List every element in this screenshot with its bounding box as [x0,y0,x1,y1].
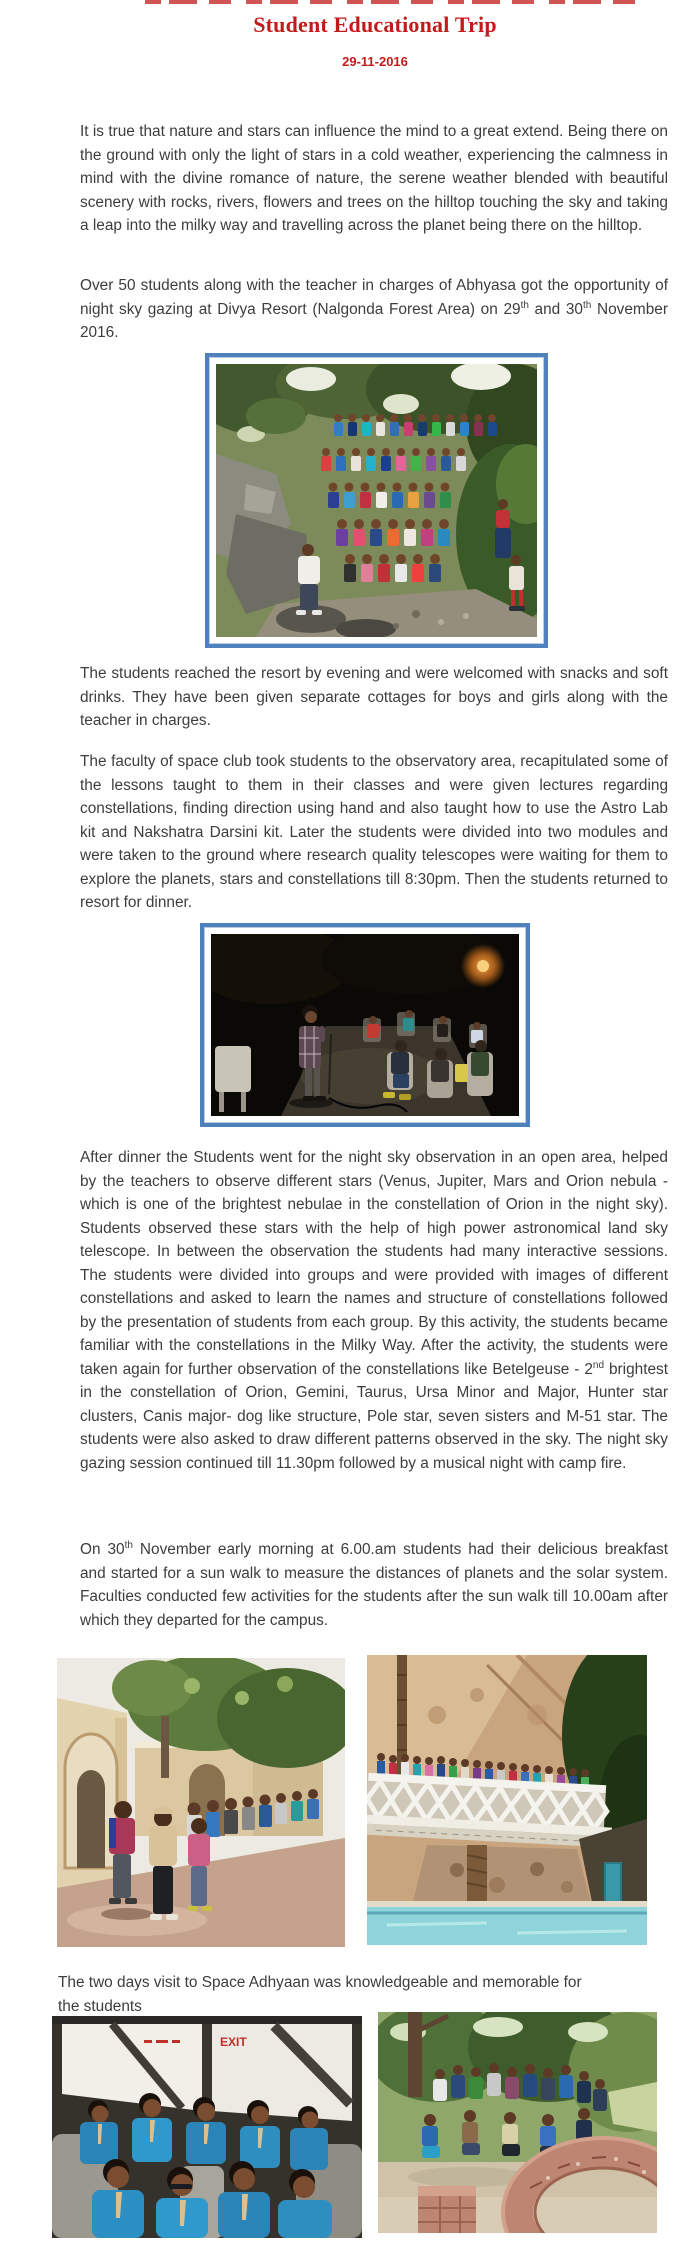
paragraph-night-observation: After dinner the Students went for the night sky observation in an open area, helped by the teachers to observe different stars (Venus, Jupiter, Mars and Orion nebula -which is one of the brightest nebulae in the constellation of Orion in the night sky). Students observed these stars with the help of high power astronomical land sky telescope. In between the observation the students had many interactive sessions. The students were divided into groups and were provided with images of different constellations and asked to learn the names and structure of constellations followed by the presentation of students from each group. By this activity, the students became familiar with the constellations in the Milky Way. After the activity, the students were taken again for further observation of the constellations like Betelgeuse - 2nd brightest in the constellation of Orion, Gemini, Taurus, Ursa Minor and Major, Hunter star clusters, Canis major- dog like structure, Pole star, seven sisters and M-51 star. The students were also asked to draw different patterns observed in the sky. The night sky gazing session continued till 11.30pm followed by a musical night with camp fire. [80,1149,668,1472]
photo-frame-group-on-rocks [205,353,548,648]
ordinal-sup: th [520,299,529,311]
photo-bridge-on-rock [367,1655,647,1945]
photo-queue-outside-cottages [57,1658,345,1947]
bus-exit-sign-text: EXIT [220,2035,247,2049]
ordinal-sup: nd [592,1359,605,1371]
photo-frame-night-lecture [200,923,530,1127]
photo-well-svg [378,2012,657,2233]
photo-queue-svg [57,1658,345,1947]
paragraph-overview: Over 50 students along with the teacher in charges of Abhyasa got the opportunity of night sky gazing at Divya Resort (Nalgonda Forest Area) on 29th and 30th November 2016. [80,277,668,341]
page-title: Student Educational Trip [253,12,497,37]
paragraph-intro-text: It is true that nature and stars can influence the mind to a great extend. Being there on the ground with only the light of stars in a cold weather, experiencing the calmness in mind with the divine romance of nature, the serene weather blended with beautiful scenery with rocks, rivers, flowers and trees on the hilltop touching the sky and taking a leap into the milky way and travelling across the planet being there on the hilltop. [80,123,668,234]
photo-group-near-well [378,2012,657,2233]
photo-boys-in-bus [52,2016,362,2238]
paragraph-observatory-text: The faculty of space club took students to the observatory area, recapitulated some of the lessons taught to them in their classes and were given lectures regarding constellations, finding direction using hand and also taught how to use the Astro Lab kit and Nakshatra Darsini kit. Later the students were divided into two modules and were taken to the ground where research quality telescopes were waiting for them to explore the planets, stars and constellations till 8:30pm. Then the students returned to resort for dinner. [80,753,668,911]
paragraph-intro [80,120,668,238]
report-date: 29-11-2016 [342,54,408,69]
paragraph-night-text: After dinner the Students went for the night sky observation in an open area, helped by the teachers to observe different stars (Venus, Jupiter, Mars and Orion nebula -which is one of the brightest nebulae in the constellation of Orion in the night sky). Students observed these stars with the help of high power astronomical land sky telescope. In between the observation the students had many interactive sessions. The students were divided into groups and were provided with images of different constellations and asked to learn the names and structure of constellations followed by the presentation of students from each group. By this activity, the students became familiar with the constellations in the Milky Way. After the activity, the students were taken again for further observation of the constellations like Betelgeuse - 2 [80,1149,668,1378]
paragraph-arrival-text: The students reached the resort by evening and were welcomed with snacks and soft drinks. They have been given separate cottages for boys and girls along with the teacher in charges. [80,665,668,729]
photo-bus-svg [52,2016,362,2238]
cropped-header-text [145,0,637,4]
photo-night-lecture [211,934,519,1116]
photo-bridge-svg [367,1655,647,1945]
paragraph-sunwalk-text: On 30 [80,1541,125,1558]
paragraph-arrival [80,662,668,733]
bridge-railing [367,1773,618,1848]
photo-group-on-rocks [216,364,537,637]
paragraph-sunwalk: On 30th November early morning at 6.00.am students had their delicious breakfast and started for a sun walk to measure the distances of planets and the solar system. Faculties conducted few activities for the students after the sun walk till 10.00am after which they departed for the campus. [80,1539,668,1629]
closing-caption [58,1971,606,2018]
ordinal-sup: th [124,1539,133,1551]
ordinal-sup: th [583,299,592,311]
paragraph-observatory [80,750,668,915]
paragraph-overview-text: Over 50 students along with the teacher in charges of Abhyasa got the opportunity of night sky gazing at Divya Resort (Nalgonda Forest Area) on 29 [80,277,668,318]
closing-caption-text: The two days visit to Space Adhyaan was knowledgeable and memorable for the students [58,1974,582,2015]
